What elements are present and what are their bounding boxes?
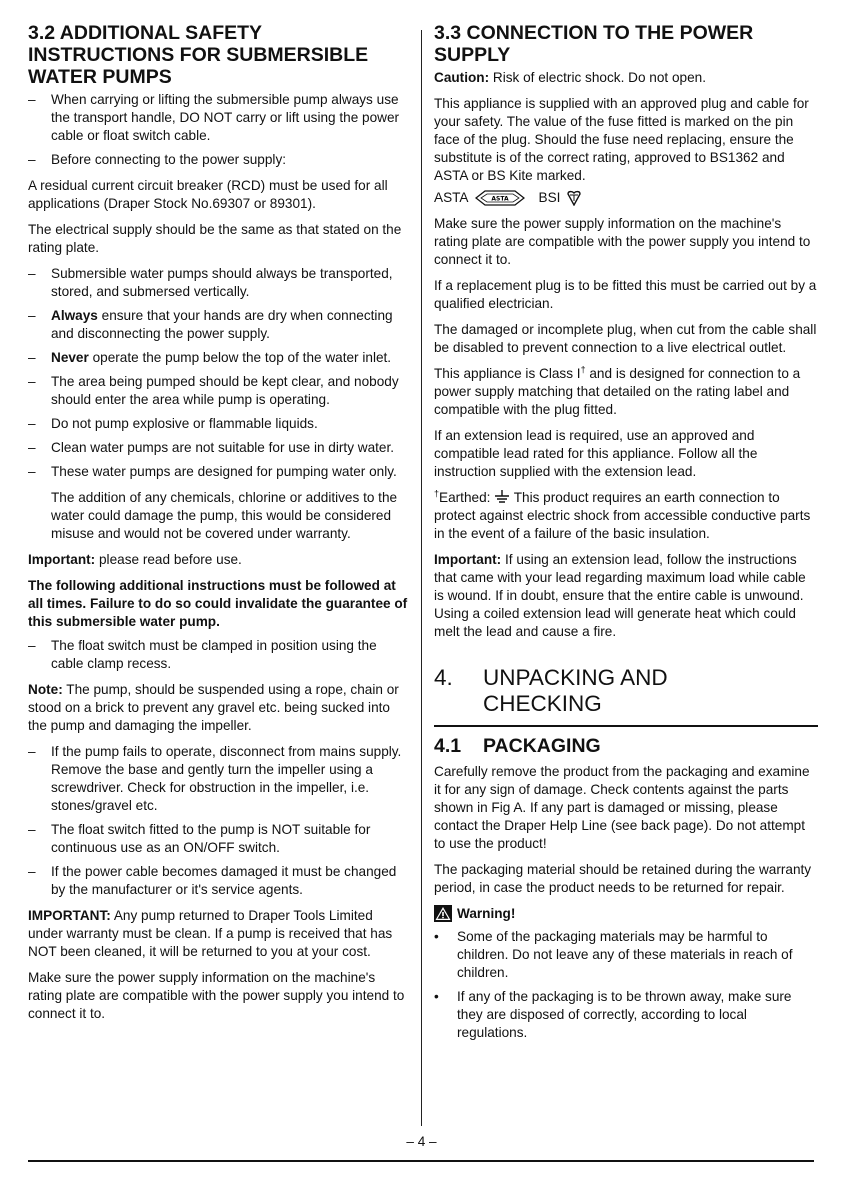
list-item: – Before connecting to the power supply: xyxy=(28,152,287,167)
paragraph: This appliance is supplied with an approved plug and cable for your safety. The value of the fuse fitted is marked on the pin face of the plug. Should the fuse need replacing, ensure the substitute is of the correct rating, approved to BS1362 and ASTA or BS Kite marked. xyxy=(434,96,809,183)
paragraph: The damaged or incomplete plug, when cut from the cable shall be disabled to prevent connection to a live electrical outlet. xyxy=(434,322,817,355)
list-item: – Always ensure that your hands are dry when connecting and disconnecting the power supply. xyxy=(28,308,393,341)
warning-icon xyxy=(434,905,452,922)
bullet-list xyxy=(434,928,818,1042)
list-item: – If the pump fails to operate, disconnect from mains supply. Remove the base and gently turn the impeller using a screwdriver. Check for obstruction in the impeller, i.e. stones/gravel etc. xyxy=(28,744,402,813)
paragraph: The addition of any chemicals, chlorine or additives to the water could damage the pump, this would be considered misuse and would not be covered under warranty. xyxy=(51,490,398,541)
dagger-mark: † xyxy=(580,364,586,375)
important-note: IMPORTANT: Any pump returned to Draper Tools Limited under warranty must be clean. If a pump is received that has NOT been cleaned, it will be returned to you at your cost. xyxy=(28,908,393,959)
footer-rule xyxy=(28,1160,814,1162)
section-4-heading: 4. UNPACKING AND CHECKING xyxy=(434,665,668,716)
note: Note: The pump, should be suspended using a rope, chain or stood on a brick to prevent any gravel etc. being sucked into the pump and damaging the impeller. xyxy=(28,682,399,733)
list-item: – Never operate the pump below the top of the water inlet. xyxy=(28,350,392,365)
page-number: – 4 – xyxy=(406,1134,437,1149)
asta-label: ASTA xyxy=(434,190,469,205)
guarantee-warning: The following additional instructions must be followed at all times. Failure to do so could invalidate the guarantee of this submersible water pump. xyxy=(28,578,408,629)
paragraph: A residual current circuit breaker (RCD) must be used for all applications (Draper Stock No.69307 or 89301). xyxy=(28,178,388,211)
bullet-list xyxy=(28,265,410,481)
paragraph: The electrical supply should be the same as that stated on the rating plate. xyxy=(28,222,402,255)
bullet-list xyxy=(28,637,410,673)
list-item: – Do not pump explosive or flammable liquids. xyxy=(28,416,318,431)
section-3-3-heading: 3.3 CONNECTION TO THE POWER SUPPLY xyxy=(434,22,754,66)
paragraph: Make sure the power supply information on the machine's rating plate are compatible with the power supply you intend to connect it to. xyxy=(28,970,405,1021)
list-item: – The float switch fitted to the pump is NOT suitable for continuous use as an ON/OFF switch. xyxy=(28,822,371,855)
asta-mark-text: ASTA xyxy=(490,195,509,203)
section-rule xyxy=(434,725,818,727)
bullet-list xyxy=(28,743,410,899)
bsi-label: BSI xyxy=(538,190,561,205)
asta-mark-icon xyxy=(475,190,525,206)
paragraph: If a replacement plug is to be fitted this must be carried out by a qualified electrician. xyxy=(434,278,817,311)
section-4-1-heading: 4.1 PACKAGING xyxy=(434,735,601,757)
list-item: – The area being pumped should be kept clear, and nobody should enter the area while pump is operating. xyxy=(28,374,399,407)
paragraph: Make sure the power supply information on the machine's rating plate are compatible with the power supply you intend to connect it to. xyxy=(434,216,811,267)
list-item: – Submersible water pumps should always be transported, stored, and submersed vertically. xyxy=(28,266,393,299)
list-item: – These water pumps are designed for pumping water only. xyxy=(28,464,397,479)
list-item: – When carrying or lifting the submersible pump always use the transport handle, DO NOT carry or lift using the power cable or float switch cable. xyxy=(28,92,400,143)
paragraph: Carefully remove the product from the packaging and examine it for any sign of damage. Check contents against the parts shown in Fig A. If any part is damaged or missing, please contact the Draper Help Line (see back page). Do not attempt to use the product! xyxy=(434,764,810,851)
class-paragraph: This appliance is Class I† and is designed for connection to a power supply matching that detailed on the rating label and compatible with the plug fitted. xyxy=(434,364,801,417)
paragraph: The packaging material should be retained during the warranty period, in case the product needs to be returned for repair. xyxy=(434,862,812,895)
list-item: – If the power cable becomes damaged it must be changed by the manufacturer or it's service agents. xyxy=(28,864,397,897)
warning-heading: Warning! xyxy=(434,905,818,922)
important-note: Important: please read before use. xyxy=(28,552,242,567)
bullet-list xyxy=(28,91,410,169)
list-item: – The float switch must be clamped in position using the cable clamp recess. xyxy=(28,638,377,671)
important-note: Important: If using an extension lead, follow the instructions that came with your lead regarding maximum load while cable is wound. If in doubt, ensure that the entire cable is unwound. Using a coiled extension lead will generate heat which could melt the lead and cause a fire. xyxy=(434,552,806,639)
caution-note: Caution: Risk of electric shock. Do not open. xyxy=(434,70,706,85)
left-column xyxy=(28,22,410,1023)
bsi-kitemark-icon xyxy=(566,190,582,206)
paragraph: If an extension lead is required, use an approved and compatible lead rated for this appliance. Follow all the instruction supplied with the extension lead. xyxy=(434,428,758,479)
earth-icon xyxy=(494,490,510,504)
section-3-2-heading: 3.2 ADDITIONAL SAFETY INSTRUCTIONS FOR SUBMERSIBLE WATER PUMPS xyxy=(28,22,369,88)
list-item: • Some of the packaging materials may be harmful to children. Do not leave any of these materials in reach of children. xyxy=(434,929,793,980)
certification-marks xyxy=(434,189,818,207)
list-item: – Clean water pumps are not suitable for use in dirty water. xyxy=(28,440,395,455)
list-item: • If any of the packaging is to be thrown away, make sure they are disposed of correctly, according to local regulations. xyxy=(434,989,792,1040)
column-divider xyxy=(421,30,422,1126)
earthed-note: †Earthed: This product requires an earth connection to protect against electric shock from accessible conductive parts in the event of a failure of the basic insulation. xyxy=(434,488,811,541)
right-column xyxy=(434,22,818,1050)
